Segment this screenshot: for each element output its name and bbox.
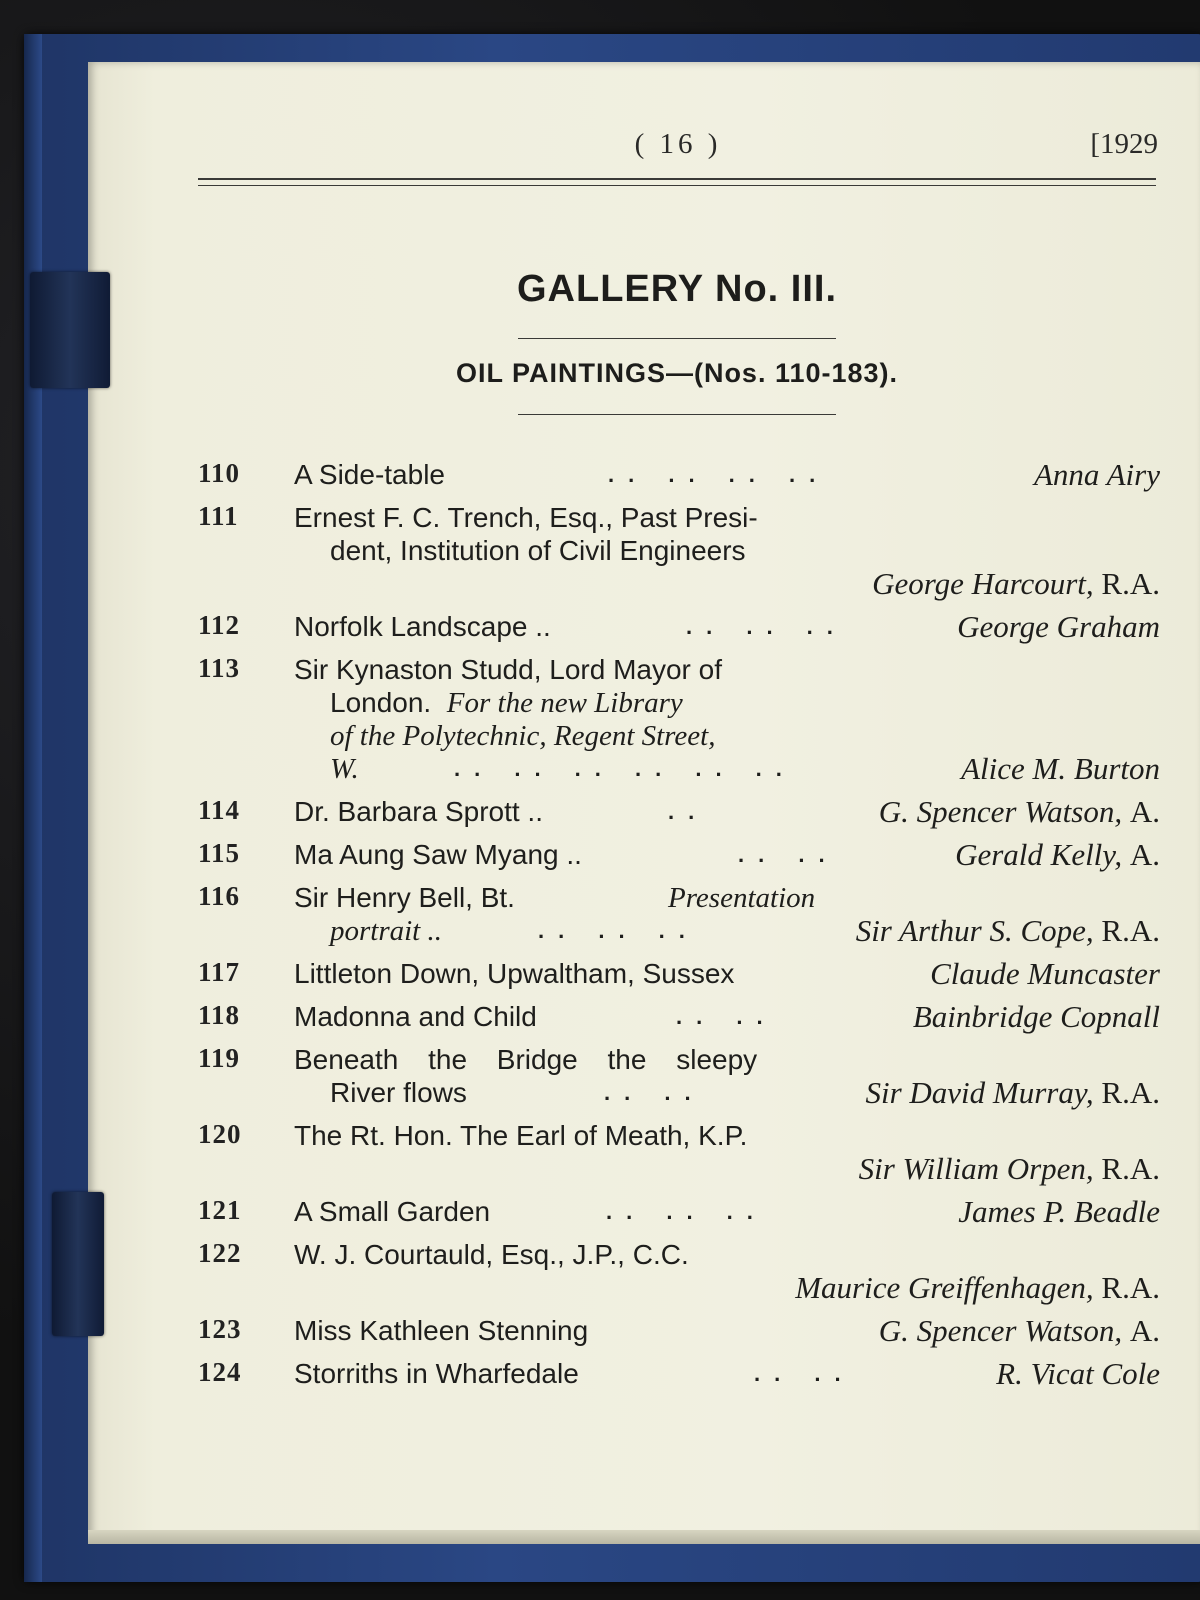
entry-title: Ernest F. C. Trench, Esq., Past Presi- [294,502,758,533]
entry-number: 113 [198,653,241,683]
catalogue-entry [198,838,1160,871]
catalogue-entry [198,1238,1160,1304]
entry-artist: George Graham [957,609,1160,644]
entry-artist: Sir William Orpen, R.A. [858,1151,1160,1186]
entry-artist: Anna Airy [1034,457,1160,492]
entry-title: A Side-table [294,459,445,490]
entry-artist: G. Spencer Watson, A. [878,794,1160,829]
entry-number: 122 [198,1238,242,1268]
entry-number: 111 [198,501,239,531]
entry-title: Sir Henry Bell, Bt. [294,882,515,913]
catalogue-entry [198,653,1160,785]
entry-number: 116 [198,881,241,911]
catalogue-entry [198,795,1160,828]
entry-artist: Bainbridge Copnall [912,999,1160,1034]
leader-dots: .. .. [676,1004,777,1029]
entry-artist: Maurice Greiffenhagen, R.A. [795,1270,1160,1305]
leader-dots: .. .. .. .. .. .. [454,756,796,781]
entry-title-continued: dent, Institution of Civil Engineers [330,535,746,566]
entry-number: 124 [198,1357,242,1387]
entry-number: 112 [198,610,241,640]
entry-number: 115 [198,838,241,868]
section-title: OIL PAINTINGS—(Nos. 110-183). [455,358,899,388]
entry-title-continued: River flows [330,1077,467,1108]
page-header [198,128,1158,168]
catalogue-entry [198,501,1160,600]
entry-title: Norfolk Landscape .. [294,611,551,642]
entry-artist: R. Vicat Cole [996,1356,1160,1391]
page-number: ( 16 ) [634,128,722,160]
leader-dots: .. .. .. .. [608,462,830,487]
entry-artist: George Harcourt, R.A. [872,566,1160,601]
catalogue-entry [198,458,1160,491]
catalogue-entry [198,1195,1160,1228]
catalogue-entry [198,1043,1160,1109]
entry-number: 110 [198,458,241,488]
entry-number: 123 [198,1314,242,1344]
entry-number: 114 [198,795,241,825]
entry-number: 121 [198,1195,242,1225]
entry-artist: Claude Muncaster [930,956,1160,991]
entry-title-continued: portrait .. [330,915,442,947]
entry-artist: James P. Beadle [958,1194,1160,1229]
entry-title: Ma Aung Saw Myang .. [294,839,582,870]
entry-number: 117 [198,957,241,987]
binding-strap-top [30,272,110,388]
entry-title: Miss Kathleen Stenning [294,1315,589,1346]
entry-title: Dr. Barbara Sprott .. [294,796,543,827]
catalogue-entry [198,610,1160,643]
binding-strap-bottom [52,1192,104,1336]
leader-dots: .. [668,799,709,824]
entry-title: Beneath the Bridge the sleepy [294,1044,758,1075]
entry-title: Madonna and Child [294,1001,537,1032]
leader-dots: .. .. [738,842,839,867]
entry-title-continued: W. [330,753,359,785]
leader-dots: .. .. .. [686,614,847,639]
cover-spine [24,34,42,1582]
catalogue-entry [198,1314,1160,1347]
year-label: [1929 [1090,128,1158,160]
header-rule [198,178,1156,180]
entry-number: 118 [198,1000,241,1030]
entry-artist: G. Spencer Watson, A. [878,1313,1160,1348]
entry-title-note: Presentation [668,882,816,914]
entry-title: Storriths in Wharfedale [294,1358,579,1389]
entry-title: Sir Kynaston Studd, Lord Mayor of [294,654,722,685]
entry-number: 119 [198,1043,241,1073]
title-rule [518,338,836,339]
entry-artist: Sir David Murray, R.A. [865,1075,1160,1110]
catalogue-entry [198,1000,1160,1033]
entry-number: 120 [198,1119,242,1149]
leader-dots: .. .. [754,1361,855,1386]
entry-title: W. J. Courtauld, Esq., J.P., C.C. [294,1239,689,1270]
entry-artist: Alice M. Burton [961,751,1160,786]
catalogue-list [198,458,1160,1390]
catalogue-entry [198,1119,1160,1185]
catalogue-entry [198,957,1160,990]
leader-dots: .. .. .. [606,1199,767,1224]
page-edge [88,1530,1200,1544]
gallery-title: GALLERY No. III. [516,268,838,310]
catalogue-entry [198,1357,1160,1390]
leader-dots: .. .. [604,1080,705,1105]
entry-title: A Small Garden [294,1196,491,1227]
entry-artist: Gerald Kelly, A. [955,837,1160,872]
entry-title-continued: London. For the new Library [330,687,683,719]
catalogue-entry [198,881,1160,947]
header-rule-thin [198,185,1156,186]
entry-title-continued: of the Polytechnic, Regent Street, [330,720,716,752]
entry-artist: Sir Arthur S. Cope, R.A. [855,913,1160,948]
entry-title: The Rt. Hon. The Earl of Meath, K.P. [294,1120,748,1151]
leader-dots: .. .. .. [538,918,699,943]
entry-title: Littleton Down, Upwaltham, Sussex [294,958,735,989]
section-rule [518,414,836,415]
